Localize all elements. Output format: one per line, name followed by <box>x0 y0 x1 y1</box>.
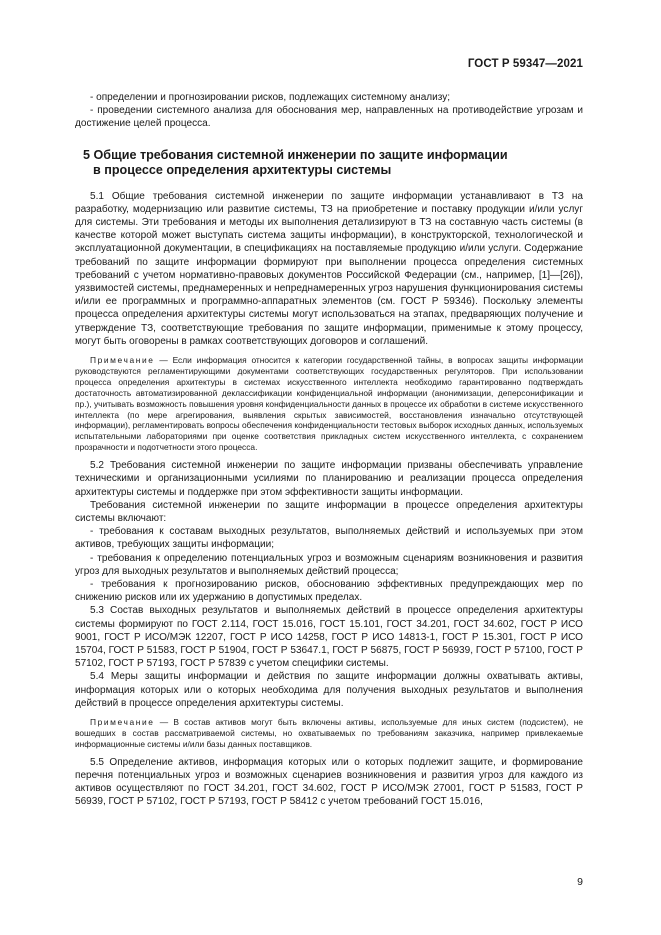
paragraph-5-1: 5.1 Общие требования системной инженерии по защите информации устанавливают в ТЗ на разработку, модернизацию или развитие системы, ТЗ на приобретение и поставку продукции и/или услуг для системы. Эти требования и методы их выполнения детализируют в ТЗ на составную часть системы (в качестве которой может выступать система защиты информации), в конструкторской, технологической и эксплуатационной документации, в спецификациях на поставляемые продукцию и/или услуги. Содержание требований по защите информации формируют при выполнении процесса определения системных требований с учетом нормативно-правовых документов Российской Федерации (см., например, [1]—[26]), уязвимостей системы, преднамеренных и непреднамеренных угроз нарушения функционирования системы и/или ее программных и программно-аппаратных элементов (см. ГОСТ Р 59346). Поскольку элементы процесса определения архитектуры системы могут использоваться на этапах, предваряющих получение и утверждение ТЗ, соответствующие требования по защите информации, применимые к этому процессу, могут быть оговорены в рамках соответствующих договоров и соглашений. <box>75 190 583 347</box>
list-item: - требования к определению потенциальных угроз и возможным сценариям возникновения и развития угроз для выходных результатов и выполняемых действий процесса; <box>75 552 583 577</box>
intro-item-2: - проведении системного анализа для обоснования мер, направленных на противодействие угрозам и достижение целей процесса. <box>75 105 583 130</box>
note-text: — В состав активов могут быть включены активы, используемые для иных систем (подсистем), не вошедших в состав рассматриваемой системы, но охватываемых по требованиям заказчика, например привлекаемые информационные системы и/или базы данных поставщиков. <box>75 717 583 749</box>
paragraph-5-5: 5.5 Определение активов, информация которых или о которых подлежит защите, и формирование перечня потенциальных угроз и возможных сценариев возникновения и развития угроз для каждого из активов осуществляют по ГОСТ 34.201, ГОСТ 34.602, ГОСТ Р ИСО/МЭК 27001, ГОСТ Р 51583, ГОСТ Р 56939, ГОСТ Р 57102, ГОСТ Р 57193, ГОСТ Р 58412 с учетом требований ГОСТ 15.016, <box>75 756 583 808</box>
note-label: Примечание <box>90 355 155 366</box>
note-text: — Если информация относится к категории государственной тайны, в вопросах защиты информации руководствуются регламентирующими документами соответствующих государственных регуляторов. При использовании процесса определения архитектуры в системах искусственного интеллекта необходимо гарантированно подтверждать достаточность автоматизированной деклассификации конфиденциальной информации (анонимизации, деперсонификации и пр.), учитывать возможность повышения уровня конфиденциальности данных в процессе их обработки в системе искусственного интеллекта (по мере агрегирования, выявления скрытых зависимостей, восстановления изначально отсутствующей информации), регламентировать вопросы обеспечения конфиденциальности тестовых выборок исходных данных, используемых испытательными лабораториями при оценке соответствия прикладных систем искусственного интеллекта, с сохранением прозрачности и подотчетности этого процесса. <box>75 355 583 453</box>
standard-header: ГОСТ Р 59347—2021 <box>467 58 583 70</box>
section-title-line-1: 5 Общие требования системной инженерии по защите информации <box>83 147 508 162</box>
list-item: - требования к составам выходных результатов, выполняемых действий и используемых при этом активов, требующих защиты информации; <box>75 526 583 551</box>
paragraph-5-4: 5.4 Меры защиты информации и действия по защите информации должны охватывать активы, информация которых или о которых необходима для получения выходных результатов и выполнения действий в процессе определения архитектуры системы. <box>75 671 583 709</box>
paragraph-5-2-requirements: Требования системной инженерии по защите информации в процессе определения архитектуры системы включают: <box>75 499 583 525</box>
intro-item-1: - определении и прогнозировании рисков, подлежащих системному анализу; <box>90 92 451 103</box>
note-1 <box>75 355 583 453</box>
section-title-line-2: в процессе определения архитектуры системы <box>93 163 392 178</box>
paragraph-5-2: 5.2 Требования системной инженерии по защите информации призваны обеспечивать управление техническими и организационными усилиями по планированию и реализации процесса определения архитектуры системы и поддержке при этом эффективности защиты информации. <box>75 460 583 498</box>
page-content <box>75 91 583 809</box>
list-item: - требования к прогнозированию рисков, обоснованию эффективных предупреждающих мер по снижению рисков или их удержанию в допустимых пределах. <box>75 579 583 604</box>
page-number: 9 <box>577 876 583 888</box>
section-heading <box>75 148 583 179</box>
note-2 <box>75 717 583 750</box>
note-label: Примечание <box>90 717 155 728</box>
paragraph-5-3: 5.3 Состав выходных результатов и выполняемых действий в процессе определения архитектуры системы формируют по ГОСТ 2.114, ГОСТ 15.016, ГОСТ 15.101, ГОСТ 34.201, ГОСТ 34.602, ГОСТ Р ИСО 9001, ГОСТ Р ИСО/МЭК 12207, ГОСТ Р ИСО 14258, ГОСТ Р ИСО 14813-1, ГОСТ Р 15.301, ГОСТ Р ИСО 15704, ГОСТ Р 51583, ГОСТ Р 51904, ГОСТ Р 53647.1, ГОСТ Р 56875, ГОСТ Р 56939, ГОСТ Р 57100, ГОСТ Р 57102, ГОСТ Р 57193, ГОСТ Р 57839 с учетом специфики системы. <box>75 605 583 670</box>
